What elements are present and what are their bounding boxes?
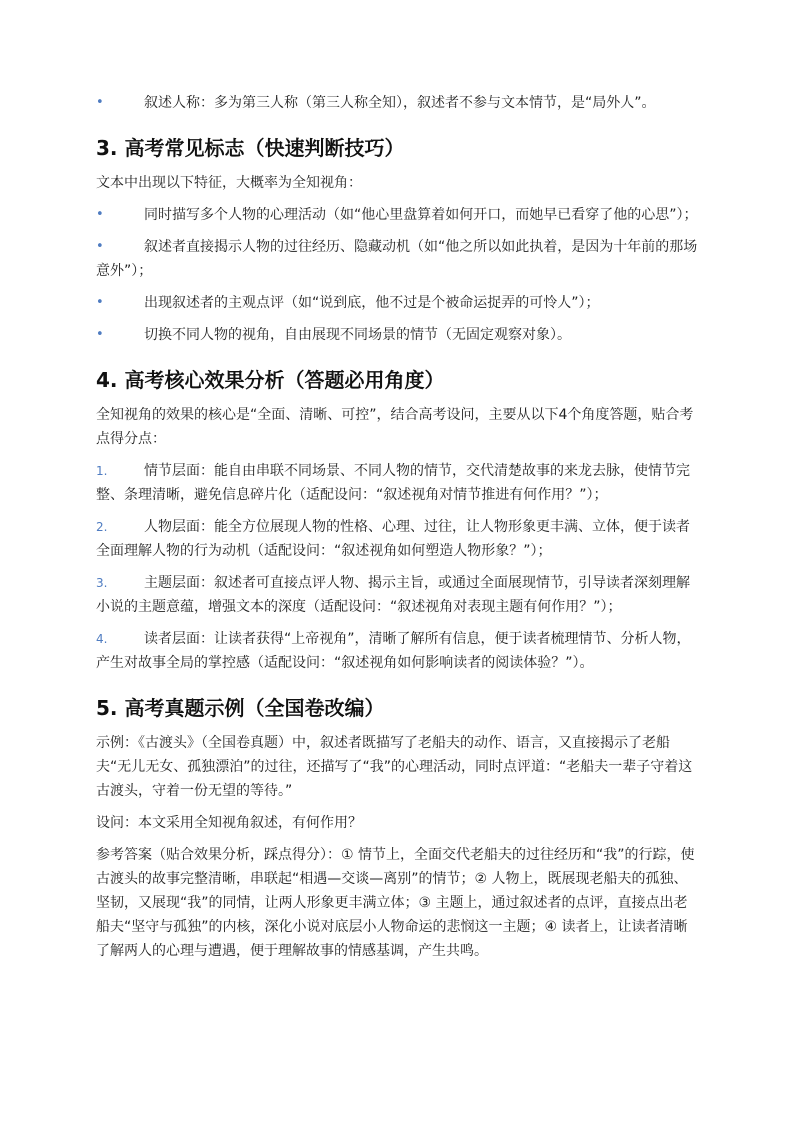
numbered-item: [96, 515, 700, 563]
section-4-lead: 全知视角的效果的核心是“全面、清晰、可控”，结合高考设问，主要从以下4个角度答题，贴合考点得分点：: [96, 407, 694, 447]
number-marker: 4.: [96, 632, 108, 646]
list-item: [96, 323, 700, 347]
bullet-marker: •: [96, 239, 104, 254]
answer-paragraph: 参考答案（贴合效果分析，踩点得分）：① 情节上，全面交代老船夫的过往经历和“我”的行踪，使古渡头的故事完整清晰，串联起“相遇—交谈—离别”的情节；② 人物上，既展现老船夫的孤独、坚韧，又展现“我”的同情，让两人形象更丰满立体；③ 主题上，通过叙述者的点评，直接点出老船夫“坚守与孤独”的内核，深化小说对底层小人物命运的悲悯这一主题；④ 读者上，让读者清晰了解两人的心理与遭遇，便于理解故事的情感基调，产生共鸣。: [96, 847, 695, 959]
numbered-item-text: 主题层面：叙述者可直接点评人物、揭示主旨，或通过全面展现情节，引导读者深刻理解小说的主题意蕴，增强文本的深度（适配设问：“叙述视角对表现主题有何作用？”）；: [96, 575, 690, 615]
section-4-heading: 4. 高考核心效果分析（答题必用角度）: [96, 368, 445, 392]
list-item: [96, 203, 700, 227]
section-3-heading: 3. 高考常见标志（快速判断技巧）: [96, 136, 405, 160]
section-5-heading: 5. 高考真题示例（全国卷改编）: [96, 696, 385, 720]
intro-bullet-text: 叙述人称：多为第三人称（第三人称全知），叙述者不参与文本情节，是“局外人”。: [144, 95, 656, 111]
bullet-marker: •: [96, 207, 104, 222]
numbered-item: [96, 571, 700, 619]
list-item: [96, 235, 700, 283]
section-3-lead: 文本中出现以下特征，大概率为全知视角：: [96, 175, 362, 191]
question-paragraph: 设问：本文采用全知视角叙述，有何作用？: [96, 815, 362, 831]
number-marker: 2.: [96, 520, 108, 534]
numbered-item-text: 读者层面：让读者获得“上帝视角”，清晰了解所有信息，便于读者梳理情节、分析人物，产生对故事全局的掌控感（适配设问：“叙述视角如何影响读者的阅读体验？”）。: [96, 631, 691, 671]
list-item: [96, 91, 700, 115]
list-item-text: 出现叙述者的主观点评（如“说到底，他不过是个被命运捉弄的可怜人”）；: [144, 295, 600, 311]
list-item-text: 同时描写多个人物的心理活动（如“他心里盘算着如何开口，而她早已看穿了他的心思”）；: [144, 207, 698, 223]
bullet-marker: •: [96, 295, 104, 310]
numbered-item: [96, 459, 700, 507]
numbered-item-text: 人物层面：能全方位展现人物的性格、心理、过往，让人物形象更丰满、立体，便于读者全面理解人物的行为动机（适配设问：“叙述视角如何塑造人物形象？”）；: [96, 519, 690, 559]
numbered-item-text: 情节层面：能自由串联不同场景、不同人物的情节，交代清楚故事的来龙去脉，使情节完整、条理清晰，避免信息碎片化（适配设问：“叙述视角对情节推进有何作用？”）；: [96, 463, 690, 503]
number-marker: 1.: [96, 464, 108, 478]
document-page: [96, 91, 700, 963]
list-item-text: 切换不同人物的视角，自由展现不同场景的情节（无固定观察对象）。: [144, 327, 571, 343]
bullet-marker: •: [96, 95, 104, 110]
bullet-marker: •: [96, 327, 104, 342]
number-marker: 3.: [96, 576, 108, 590]
numbered-item: [96, 627, 700, 675]
list-item: [96, 291, 700, 315]
example-paragraph: 示例：《古渡头》（全国卷真题）中，叙述者既描写了老船夫的动作、语言，又直接揭示了老船夫“无儿无女、孤独漂泊”的过往，还描写了“我”的心理活动，同时点评道：“老船夫一辈子守着这古渡头，守着一份无望的等待。”: [96, 735, 693, 799]
list-item-text: 叙述者直接揭示人物的过往经历、隐藏动机（如“他之所以如此执着，是因为十年前的那场意外”）；: [96, 239, 698, 279]
